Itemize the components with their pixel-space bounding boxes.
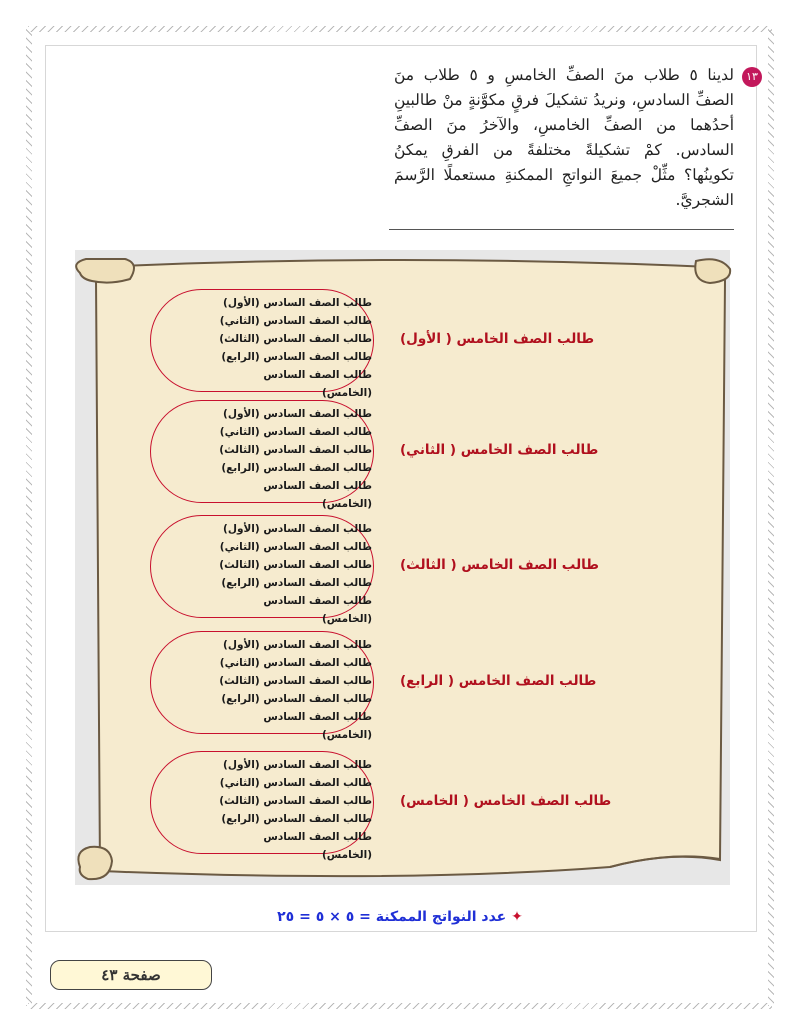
right-border xyxy=(768,28,774,1006)
problem-statement xyxy=(394,63,758,213)
fifth-grade-label: طالب الصف الخامس ( الثاني) xyxy=(400,442,599,458)
sixth-student: طالب الصف السادس (الخامس) xyxy=(263,595,372,625)
sixth-grade-list xyxy=(212,756,372,864)
tree-branch-1 xyxy=(150,289,730,399)
sixth-grade-list xyxy=(212,520,372,628)
tree-branch-3 xyxy=(150,515,730,625)
sixth-student: طالب الصف السادس (الرابع) xyxy=(221,577,372,589)
sixth-student: طالب الصف السادس (الخامس) xyxy=(263,711,372,741)
fifth-grade-label: طالب الصف الخامس ( الثالث) xyxy=(400,557,599,573)
tree-branch-4 xyxy=(150,631,730,741)
sixth-student: طالب الصف السادس (الثاني) xyxy=(219,657,372,669)
sixth-grade-list xyxy=(212,405,372,513)
sixth-student: طالب الصف السادس (الأول) xyxy=(223,408,372,420)
sixth-student: طالب الصف السادس (الثاني) xyxy=(219,777,372,789)
left-border xyxy=(26,28,32,1006)
problem-text: لدينا ٥ طلاب منَ الصفِّ الخامسِ و ٥ طلاب منَ الصفِّ السادسِ، ونريدُ تشكيلَ فرقٍ مكوَّنةٍ منْ طالبينِ أحدُهما من الصفِّ الخامسِ، والآخرُ منَ الصفِّ السادس. كمْ تشكيلةً مختلفةً من الفرقِ يمكنُ تكوينُها؟ مثِّلْ جميعَ النواتجِ الممكنةِ مستعملًا الرَّسمَ الشجريَّ. xyxy=(394,66,734,209)
result-line xyxy=(0,909,800,925)
fifth-grade-label: طالب الصف الخامس ( الأول) xyxy=(400,331,595,347)
page-number-badge: صفحة ٤٣ xyxy=(50,960,212,990)
sixth-student: طالب الصف السادس (الأول) xyxy=(223,639,372,651)
top-border xyxy=(28,26,772,32)
sixth-student: طالب الصف السادس (الثالث) xyxy=(219,444,372,456)
star-icon: ✦ xyxy=(511,909,523,925)
sixth-student: طالب الصف السادس (الخامس) xyxy=(263,480,372,510)
sixth-student: طالب الصف السادس (الثالث) xyxy=(219,675,372,687)
sixth-student: طالب الصف السادس (الرابع) xyxy=(221,351,372,363)
tree-branch-5 xyxy=(150,751,730,861)
sixth-student: طالب الصف السادس (الأول) xyxy=(223,523,372,535)
bottom-border xyxy=(28,1003,772,1009)
sixth-student: طالب الصف السادس (الرابع) xyxy=(221,693,372,705)
sixth-student: طالب الصف السادس (الرابع) xyxy=(221,462,372,474)
sixth-student: طالب الصف السادس (الأول) xyxy=(223,297,372,309)
sixth-student: طالب الصف السادس (الثاني) xyxy=(219,315,372,327)
sixth-student: طالب الصف السادس (الثالث) xyxy=(219,795,372,807)
question-number-badge: ١٣ xyxy=(742,67,762,87)
sixth-student: طالب الصف السادس (الخامس) xyxy=(263,831,372,861)
result-text: عدد النواتج الممكنة = ٥ × ٥ = ٢٥ xyxy=(277,909,507,925)
sixth-grade-list xyxy=(212,636,372,744)
sixth-student: طالب الصف السادس (الثاني) xyxy=(219,541,372,553)
sixth-student: طالب الصف السادس (الثالث) xyxy=(219,333,372,345)
sixth-student: طالب الصف السادس (الثالث) xyxy=(219,559,372,571)
sixth-student: طالب الصف السادس (الخامس) xyxy=(263,369,372,399)
sixth-grade-list xyxy=(212,294,372,402)
fifth-grade-label: طالب الصف الخامس ( الرابع) xyxy=(400,673,597,689)
sixth-student: طالب الصف السادس (الثاني) xyxy=(219,426,372,438)
problem-divider xyxy=(389,229,734,230)
sixth-student: طالب الصف السادس (الأول) xyxy=(223,759,372,771)
tree-branch-2 xyxy=(150,400,730,510)
fifth-grade-label: طالب الصف الخامس ( الخامس) xyxy=(400,793,612,809)
sixth-student: طالب الصف السادس (الرابع) xyxy=(221,813,372,825)
